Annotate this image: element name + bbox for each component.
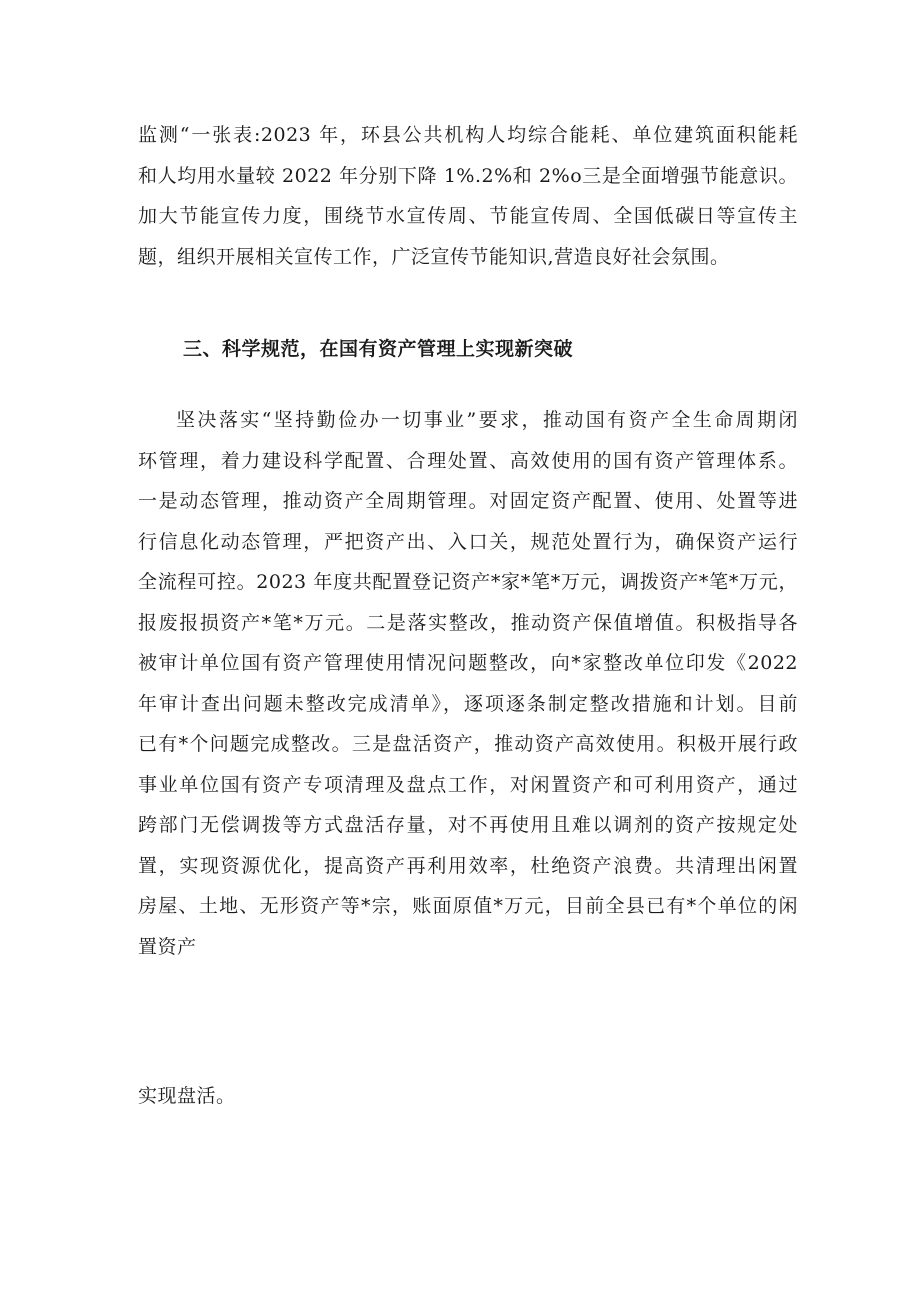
paragraph-energy-saving: [138, 115, 798, 277]
text-line: 题，组织开展相关宣传工作，广泛宣传节能知识,营造良好社会氛围。: [138, 245, 730, 268]
paragraph-asset-management: [138, 400, 798, 967]
text-line: 被审计单位国有资产管理使用情况问题整改，向*家整改单位印发《2022: [138, 652, 798, 674]
text-line: 环管理，着力建设科学配置、合理处置、高效使用的国有资产管理体系。: [138, 449, 798, 472]
text-line: 坚决落实“坚持勤俭办一切事业”要求，推动国有资产全生命周期闭: [176, 409, 798, 431]
section-heading: 三、科学规范，在国有资产管理上实现新突破: [183, 338, 574, 360]
text-line: 一是动态管理，推动资产全周期管理。对固定资产配置、使用、处置等进: [138, 490, 798, 512]
text-line: 置资产: [138, 935, 197, 958]
text-line: 报废报损资产*笔*万元。二是落实整改，推动资产保值增值。积极指导各: [138, 611, 798, 634]
text-line: 年审计查出问题未整改完成清单》，逐项逐条制定整改措施和计划。目前: [138, 692, 798, 715]
text-line: 事业单位国有资产专项清理及盘点工作，对闲置资产和可利用资产，通过: [138, 773, 798, 796]
text-line: 行信息化动态管理，严把资产出、入口关，规范处置行为，确保资产运行: [138, 530, 798, 553]
text-line: 实现盘活。: [138, 1085, 236, 1107]
text-line: 已有*个问题完成整改。三是盘活资产，推动资产高效使用。积极开展行政: [138, 733, 798, 755]
paragraph-tail: [138, 1076, 798, 1117]
text-line: 置，实现资源优化，提高资产再利用效率，杜绝资产浪费。共清理出闲置: [138, 854, 798, 877]
text-line: 全流程可控。2023 年度共配置登记资产*家*笔*万元，调拨资产*笔*万元，: [138, 571, 798, 593]
text-line: 和人均用水量较 2022 年分别下降 1%.2%和 2%o三是全面增强节能意识。: [138, 164, 798, 187]
text-line: 监测“一张表:2023 年，环县公共机构人均综合能耗、单位建筑面积能耗: [138, 124, 798, 146]
text-line: 加大节能宣传力度，围绕节水宣传周、节能宣传周、全国低碳日等宣传主: [138, 205, 798, 227]
text-line: 房屋、土地、无形资产等*宗，账面原值*万元，目前全县已有*个单位的闲: [138, 895, 798, 917]
text-line: 跨部门无偿调拨等方式盘活存量，对不再使用且难以调剂的资产按规定处: [138, 814, 798, 836]
